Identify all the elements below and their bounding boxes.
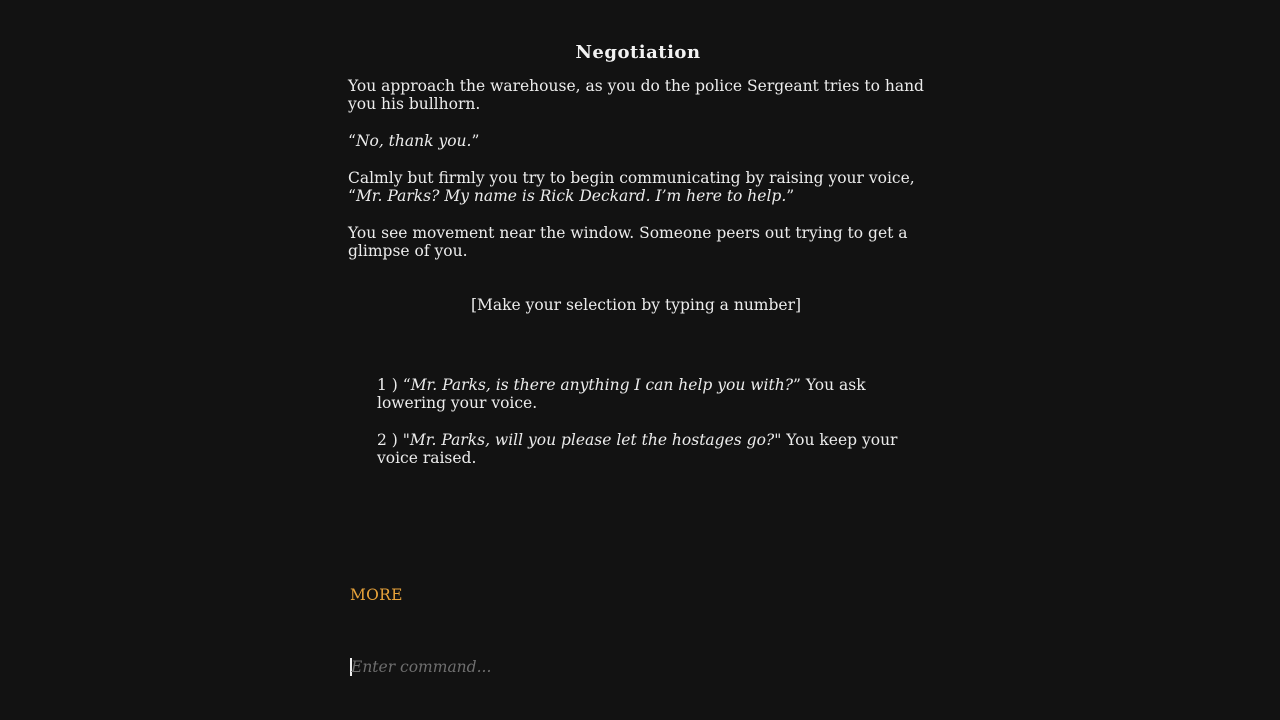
command-input[interactable]: [349, 655, 911, 679]
story-paragraph-1: You approach the warehouse, as you do the police Sergeant tries to hand you his bullhorn.: [348, 77, 924, 113]
dialogue-italic: No, thank you.: [355, 132, 472, 150]
choice-number: 1 ) “: [377, 376, 411, 394]
quote-close: ”: [471, 132, 480, 150]
quote-open: “: [348, 132, 356, 150]
choice-list: [377, 376, 917, 486]
choice-dialogue: Mr. Parks, is there anything I can help you with?: [410, 376, 794, 394]
choice-item-1[interactable]: [377, 376, 917, 412]
selection-prompt: [Make your selection by typing a number]: [470, 296, 802, 314]
command-bar: [349, 655, 929, 679]
story-paragraph-4: You see movement near the window. Someone peers out trying to get a glimpse of you.: [348, 224, 908, 260]
quote-close: ”: [786, 187, 795, 205]
narration-text: Calmly but firmly you try to begin communicating by raising your voice, “: [348, 169, 915, 205]
choice-number: 2 ) ": [377, 431, 410, 449]
story-panel: [348, 40, 928, 314]
scene-title: Negotiation: [575, 42, 701, 63]
choice-item-2[interactable]: [377, 431, 917, 467]
dialogue-italic: Mr. Parks? My name is Rick Deckard. I’m here to help.: [355, 187, 787, 205]
more-button[interactable]: MORE: [350, 586, 403, 604]
choice-description: " You keep your voice raised.: [377, 431, 898, 467]
choice-dialogue: Mr. Parks, will you please let the hostages go?: [409, 431, 775, 449]
story-paragraph-2: [348, 132, 928, 150]
story-paragraph-3: [348, 169, 928, 205]
choice-description: ” You ask lowering your voice.: [377, 376, 866, 412]
